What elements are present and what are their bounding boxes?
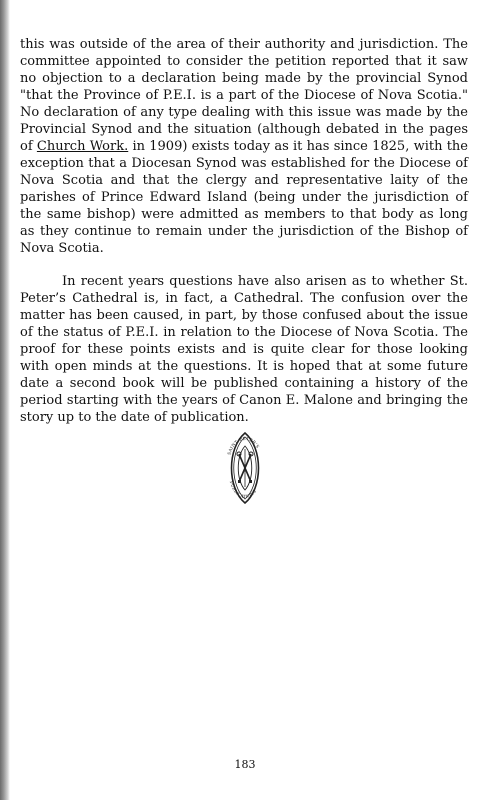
body-text bbox=[20, 36, 468, 426]
paragraph-1-text-start: this was outside of the area of their authority and jurisdiction. The committee appointed to consider the petition reported that it saw no objection to a declaration being made by the provincial Synod "that the Province of P.E.I. is a part of the Diocese of Nova Scotia." No declaration of any type dealing with this issue was made by the Provincial Synod and the situation (although debated in the pages of bbox=[20, 37, 468, 154]
paragraph-2: In recent years questions have also arisen as to whether St. Peter’s Cathedral is, in fact, a Cathedral. The confusion over the matter has been caused, in part, by those confused about the issue of the status of P.E.I. in relation to the Diocese of Nova Scotia. The proof for these points exists and is quite clear for those looking with open minds at the questions. It is hoped that at some future date a second book will be published containing a history of the period starting with the years of Canon E. Malone and bringing the story up to the date of publication. bbox=[20, 274, 468, 425]
book-binding-shadow bbox=[0, 0, 10, 800]
paragraph-1-text-end: in 1909) exists today as it has since 1825, with the exception that a Diocesan Synod was established for the Diocese of Nova Scotia and that the clergy and representative laity of the parishes of Prince Edward Island (being under the jurisdiction of the same bishop) were admitted as members to that body as long as they continue to remain under the jurisdiction of the Bishop of Nova Scotia. bbox=[20, 139, 468, 256]
paragraph-1 bbox=[20, 36, 468, 257]
page-number: 183 bbox=[234, 758, 256, 771]
svg-text:PUBLICATIONS: PUBLICATIONS bbox=[228, 480, 258, 500]
st-peters-publications-seal-icon bbox=[219, 432, 271, 504]
church-work-title: Church Work. bbox=[36, 139, 129, 154]
svg-text:SAINT PETER'S: SAINT PETER'S bbox=[226, 435, 261, 456]
